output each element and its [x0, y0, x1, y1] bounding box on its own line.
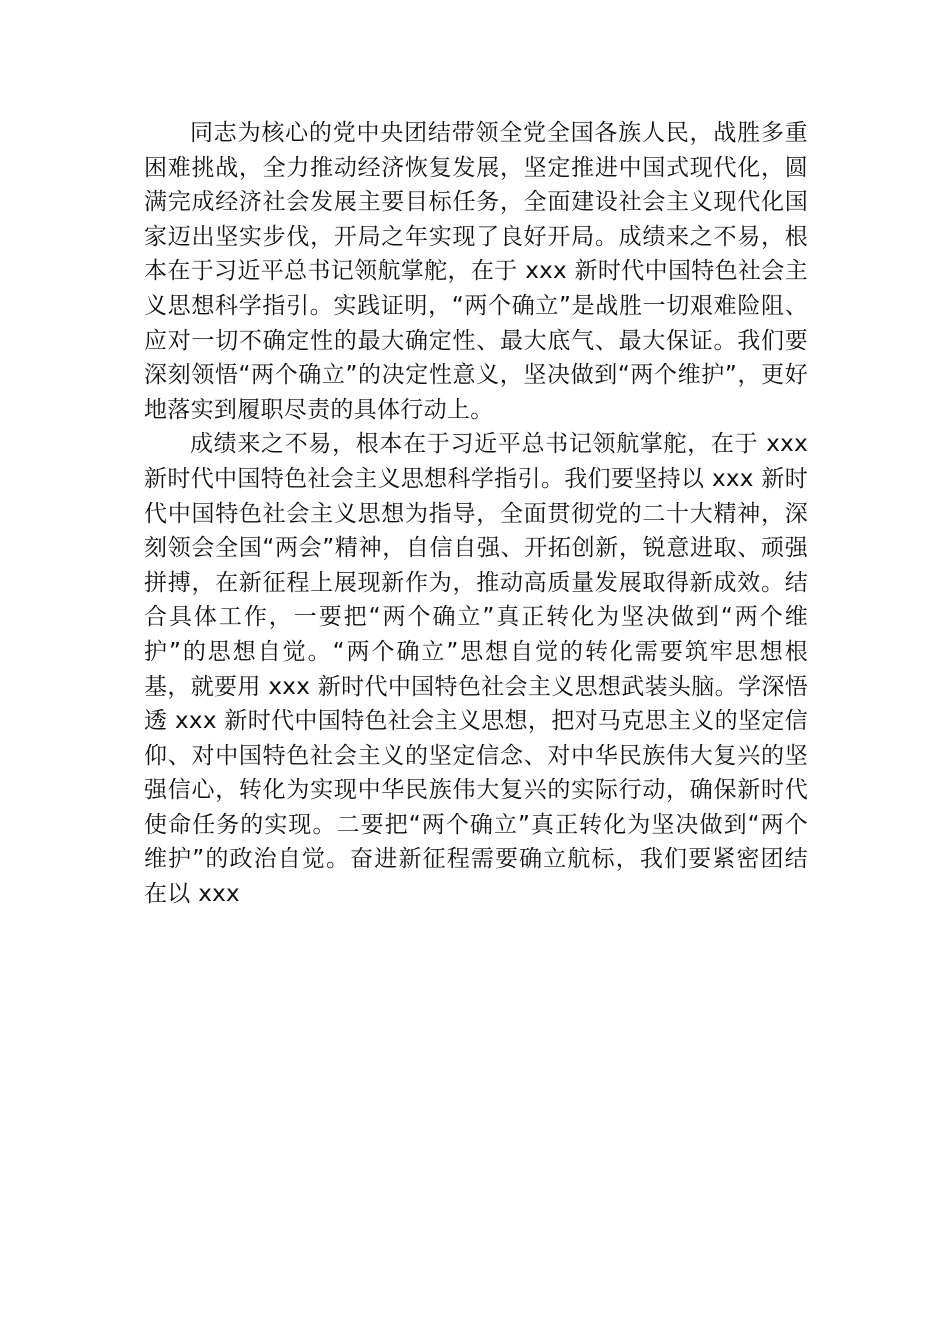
paragraph-2: 成绩来之不易，根本在于习近平总书记领航掌舵，在于 xxx 新时代中国特色社会主义思想科学指引。我们要坚持以 xxx 新时代中国特色社会主义思想为指导，全面贯彻党的二十大精神，深刻领会全国“两会”精神，自信自强、开拓创新，锐意进取、顽强拼搏，在新征程上展现新作为，推动高质量发展取得新成效。结合具体工作，一要把“两个确立”真正转化为坚决做到“两个维护”的思想自觉。“两个确立”思想自觉的转化需要筑牢思想根基，就要用 xxx 新时代中国特色社会主义思想武装头脑。学深悟透 xxx 新时代中国特色社会主义思想，把对马克思主义的坚定信仰、对中国特色社会主义的坚定信念、对中华民族伟大复兴的坚强信心，转化为实现中华民族伟大复兴的实际行动，确保新时代使命任务的实现。二要把“两个确立”真正转化为坚决做到“两个维护”的政治自觉。奋进新征程需要确立航标，我们要紧密团结在以 xxx [144, 431, 808, 908]
document-body [144, 116, 808, 912]
paragraph-1: 同志为核心的党中央团结带领全党全国各族人民，战胜多重困难挑战，全力推动经济恢复发展，坚定推进中国式现代化，圆满完成经济社会发展主要目标任务，全面建设社会主义现代化国家迈出坚实步伐，开局之年实现了良好开局。成绩来之不易，根本在于习近平总书记领航掌舵，在于 xxx 新时代中国特色社会主义思想科学指引。实践证明，“两个确立”是战胜一切艰难险阻、应对一切不确定性的最大确定性、最大底气、最大保证。我们要深刻领悟“两个确立”的决定性意义，坚决做到“两个维护”，更好地落实到履职尽责的具体行动上。 [144, 120, 808, 423]
